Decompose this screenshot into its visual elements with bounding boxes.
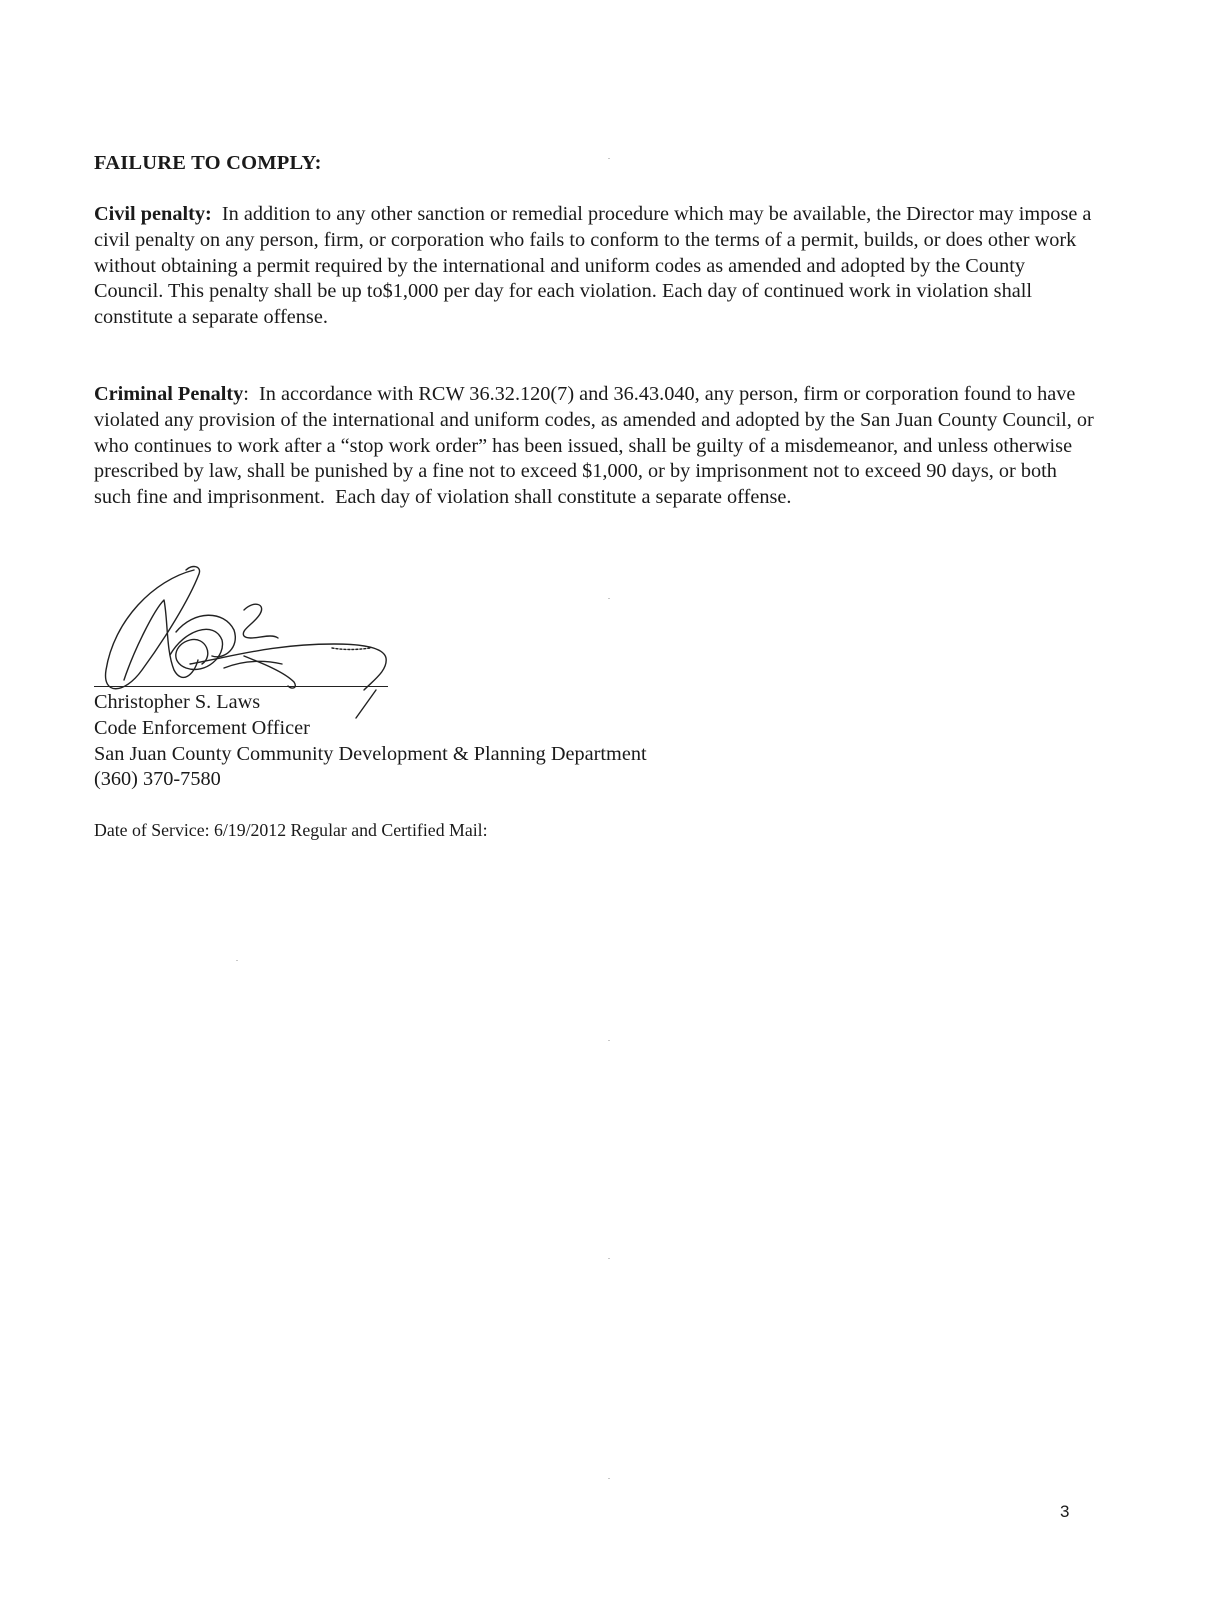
signer-title: Code Enforcement Officer <box>94 716 310 739</box>
signer-name: Christopher S. Laws <box>94 691 261 713</box>
signature-line <box>94 686 388 687</box>
signature-block <box>94 690 647 793</box>
scan-speck <box>608 1258 610 1259</box>
scan-speck <box>236 960 238 961</box>
civil-penalty-paragraph <box>94 202 1097 331</box>
scan-speck <box>608 598 610 599</box>
scan-speck <box>608 1040 610 1041</box>
page-number: 3 <box>1060 1502 1070 1521</box>
section-heading: FAILURE TO COMPLY: <box>94 152 322 174</box>
signer-department: San Juan County Community Development & Planning Department <box>94 742 647 765</box>
civil-penalty-text: In addition to any other sanction or remedial procedure which may be available, the Director may impose a civil penalty on any person, firm, or corporation who fails to conform to the terms of a permit, builds, or does other work without obtaining a permit required by the international and uniform codes as amended and adopted by the County Council. This penalty shall be up to$1,000 per day for each violation. Each day of continued work in violation shall constitute a separate offense. <box>94 203 1097 329</box>
criminal-penalty-paragraph <box>94 382 1099 511</box>
date-of-service: Date of Service: 6/19/2012 Regular and Certified Mail: <box>94 820 488 840</box>
scan-speck <box>608 1478 610 1479</box>
civil-penalty-label: Civil penalty: <box>94 203 212 225</box>
signer-phone: (360) 370-7580 <box>94 768 221 791</box>
criminal-penalty-label: Criminal Penalty <box>94 383 244 405</box>
scan-speck <box>608 158 610 159</box>
criminal-penalty-text: : In accordance with RCW 36.32.120(7) and 36.43.040, any person, firm or corporation found to have violated any provision of the international and uniform codes, as amended and adopted by the San Juan County Council, or who continues to work after a “stop work order” has been issued, shall be guilty of a misdemeanor, and unless otherwise prescribed by law, shall be punished by a fine not to exceed $1,000, or by imprisonment not to exceed 90 days, or both such fine and imprisonment. Each day of violation shall constitute a separate offense. <box>94 383 1099 509</box>
